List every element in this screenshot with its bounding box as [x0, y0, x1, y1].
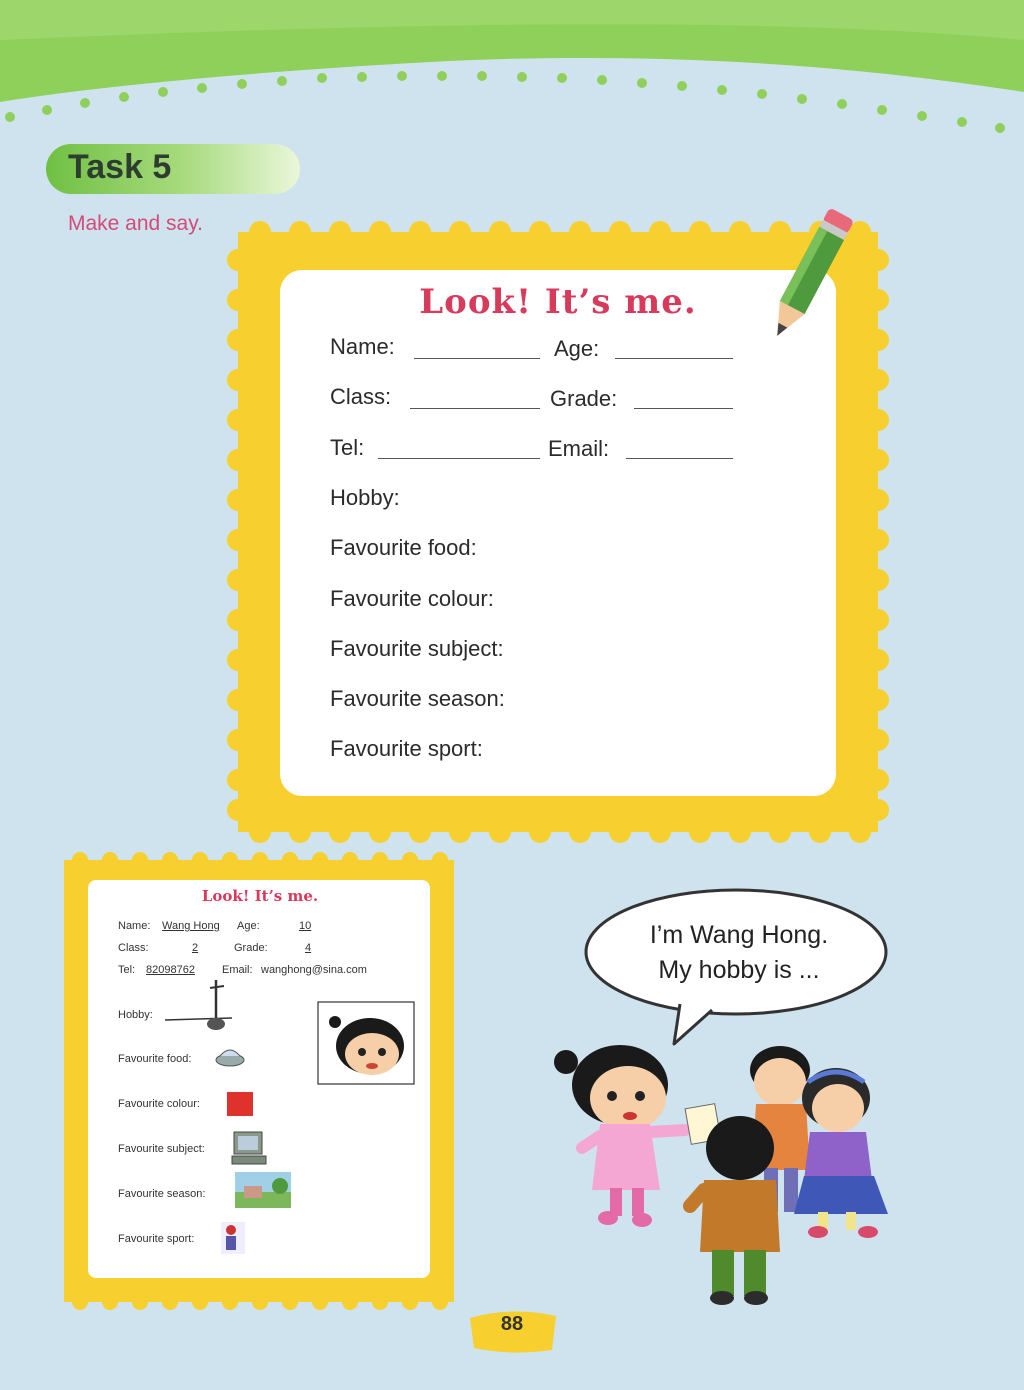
- example-title: Look! It’s me.: [201, 887, 319, 905]
- example-name-value: Wang Hong: [162, 920, 220, 932]
- email-label: Email:: [548, 436, 610, 461]
- hobby-label: Hobby:: [330, 485, 400, 510]
- example-name-label: Name:: [118, 920, 151, 932]
- tel-label: Tel:: [330, 435, 365, 460]
- task-instruction: Make and say.: [68, 212, 204, 235]
- example-food-label: Favourite food:: [118, 1053, 192, 1065]
- favourite-season-label: Favourite season:: [330, 686, 505, 711]
- favourite-food-label: Favourite food:: [330, 535, 477, 560]
- example-email-label: Email:: [222, 964, 253, 976]
- example-hobby-label: Hobby:: [118, 1009, 153, 1021]
- girl-portrait-icon: [318, 1002, 414, 1084]
- speech-line-1: I’m Wang Hong.: [649, 921, 829, 949]
- children-illustration: [554, 1045, 888, 1305]
- example-age-value: 10: [299, 920, 312, 932]
- class-field[interactable]: [410, 408, 540, 409]
- example-grade-value: 4: [305, 942, 312, 954]
- example-grade-label: Grade:: [234, 942, 268, 954]
- tel-field[interactable]: [378, 458, 540, 459]
- example-class-label: Class:: [118, 942, 149, 954]
- example-colour-label: Favourite colour:: [118, 1098, 200, 1110]
- computer-icon: [232, 1132, 266, 1164]
- example-sport-label: Favourite sport:: [118, 1233, 195, 1245]
- age-label: Age:: [554, 336, 600, 361]
- favourite-sport-label: Favourite sport:: [330, 736, 483, 761]
- form-title: Look! It’s me.: [419, 282, 697, 322]
- grade-label: Grade:: [550, 386, 618, 411]
- age-field[interactable]: [615, 358, 733, 359]
- name-field[interactable]: [414, 358, 540, 359]
- task-title: Task 5: [68, 148, 172, 186]
- example-age-label: Age:: [237, 920, 260, 932]
- example-tel-label: Tel:: [118, 964, 136, 976]
- example-email-value: wanghong@sina.com: [261, 964, 367, 976]
- email-field[interactable]: [626, 458, 733, 459]
- page-number: 88: [500, 1313, 524, 1335]
- example-class-value: 2: [192, 942, 199, 954]
- sport-icon: [221, 1222, 245, 1254]
- season-picture-icon: [235, 1172, 291, 1208]
- colour-swatch: [227, 1092, 253, 1116]
- favourite-colour-label: Favourite colour:: [330, 586, 494, 611]
- example-season-label: Favourite season:: [118, 1188, 206, 1200]
- example-tel-value: 82098762: [146, 964, 195, 976]
- speech-line-2: My hobby is ...: [658, 956, 820, 984]
- grade-field[interactable]: [634, 408, 733, 409]
- favourite-subject-label: Favourite subject:: [330, 636, 504, 661]
- class-label: Class:: [330, 384, 392, 409]
- name-label: Name:: [330, 334, 395, 359]
- example-subject-label: Favourite subject:: [118, 1143, 205, 1155]
